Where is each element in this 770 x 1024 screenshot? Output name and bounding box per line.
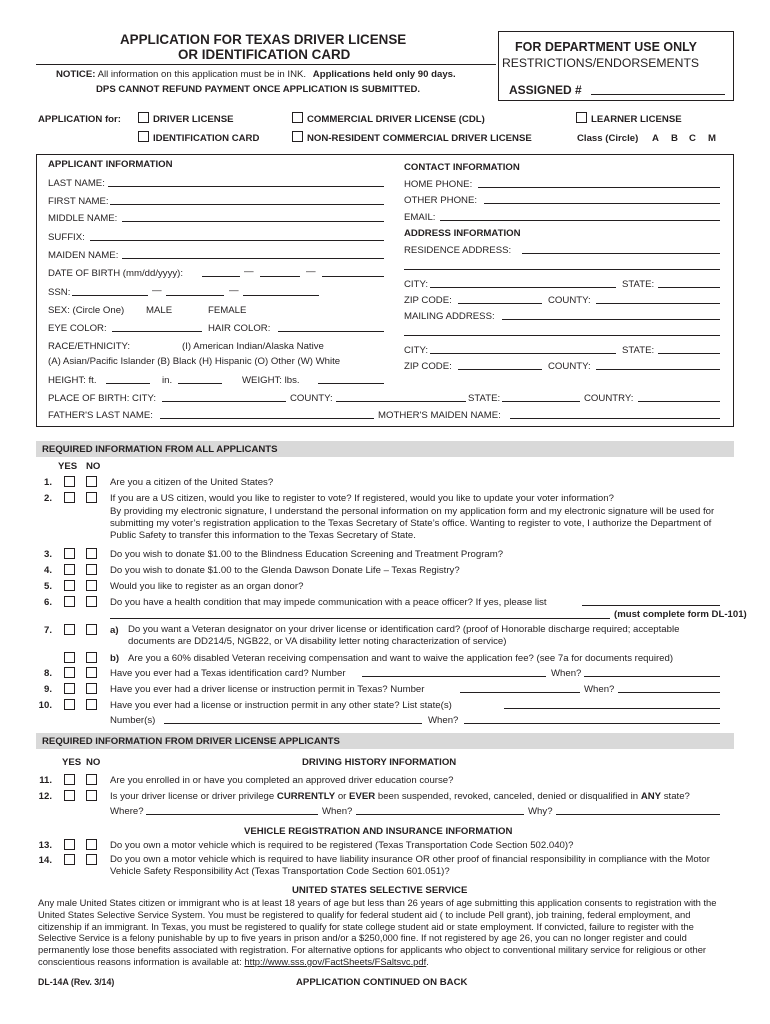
q9-no-checkbox[interactable] — [86, 683, 97, 694]
nonres-cdl-label: NON-RESIDENT COMMERCIAL DRIVER LICENSE — [307, 133, 532, 144]
class-m[interactable]: M — [708, 133, 716, 144]
class-a[interactable]: A — [652, 133, 659, 144]
q2-number: 2. — [43, 493, 52, 504]
q5-text: Would you like to register as an organ donor? — [110, 581, 304, 592]
q7b-label: b) — [110, 653, 120, 664]
q14-no-checkbox[interactable] — [86, 854, 97, 865]
q3-number: 3. — [43, 549, 52, 560]
department-use-box — [498, 31, 734, 101]
weight-input[interactable] — [318, 383, 384, 384]
q13-no-checkbox[interactable] — [86, 839, 97, 850]
sex-male[interactable]: MALE — [146, 305, 173, 316]
q1-number: 1. — [43, 477, 52, 488]
yes-header: YES — [58, 461, 78, 472]
last-name-input[interactable] — [108, 186, 384, 187]
notice-bold: Applications held only 90 days. — [312, 69, 456, 80]
mailing-label: MAILING ADDRESS: — [404, 311, 495, 322]
height-label: HEIGHT: ft. — [48, 375, 97, 386]
q12-text-g: state? — [661, 791, 690, 802]
q4-no-checkbox[interactable] — [86, 564, 97, 575]
race-options[interactable]: (A) Asian/Pacific Islander (B) Black (H) Hispanic (O) Other (W) White — [48, 356, 341, 367]
q7a-yes-checkbox[interactable] — [64, 624, 75, 635]
q12-when-input[interactable] — [356, 814, 524, 815]
race-option-i[interactable]: (I) American Indian/Alaska Native — [182, 341, 324, 352]
sex-female[interactable]: FEMALE — [208, 305, 247, 316]
height-in-input[interactable] — [178, 383, 222, 384]
q12-why-input[interactable] — [556, 814, 720, 815]
driver-license-label: DRIVER LICENSE — [153, 114, 234, 125]
q6-number: 6. — [43, 597, 52, 608]
q12-text-d: EVER — [349, 791, 376, 802]
q9-number: 9. — [43, 684, 52, 695]
q8-when-input[interactable] — [584, 676, 720, 677]
class-b[interactable]: B — [671, 133, 678, 144]
height-in-label: in. — [162, 375, 173, 386]
dob-dash-2: — — [306, 266, 316, 277]
q7a-label: a) — [110, 625, 119, 636]
q7-number: 7. — [43, 625, 52, 636]
q3-yes-checkbox[interactable] — [64, 548, 75, 559]
id-card-checkbox[interactable] — [138, 131, 149, 142]
q3-no-checkbox[interactable] — [86, 548, 97, 559]
hair-color-label: HAIR COLOR: — [208, 323, 271, 334]
dept-subtitle: RESTRICTIONS/ENDORSEMENTS — [502, 56, 700, 70]
middle-name-label: MIDDLE NAME: — [48, 213, 118, 224]
q12-text — [110, 791, 690, 802]
q12-text-a: Is your driver license or driver privilege — [110, 791, 277, 802]
q12-where-label: Where? — [110, 806, 144, 817]
learner-label: LEARNER LICENSE — [591, 114, 682, 125]
maiden-name-label: MAIDEN NAME: — [48, 250, 119, 261]
q8-number-input[interactable] — [362, 676, 546, 677]
q12-why-label: Why? — [528, 806, 553, 817]
pob-state-label: STATE: — [468, 393, 501, 404]
dob-year-input[interactable] — [322, 276, 384, 277]
form-id: DL-14A (Rev. 3/14) — [38, 977, 115, 987]
race-label: RACE/ETHNICITY: — [48, 341, 131, 352]
father-input[interactable] — [160, 418, 374, 419]
q12-no-checkbox[interactable] — [86, 790, 97, 801]
eye-color-label: EYE COLOR: — [48, 323, 107, 334]
q11-number: 11. — [39, 775, 52, 786]
q10-number: 10. — [38, 700, 52, 711]
pob-city-label: PLACE OF BIRTH: CITY: — [48, 393, 157, 404]
q14-number: 14. — [38, 855, 52, 866]
mail-state-input[interactable] — [658, 353, 720, 354]
ssn-part3-input[interactable] — [243, 295, 319, 296]
required-all-heading: REQUIRED INFORMATION FROM ALL APPLICANTS — [42, 444, 278, 455]
q7a-text: Do you want a Veteran designator on your driver license or identification card? (proof of Honorable discharge required; acceptable documents are DD214/5, NGB22, or VA disability letter noting characterization of service) — [128, 624, 680, 647]
mailing-input-line2[interactable] — [404, 335, 720, 336]
pob-city-input[interactable] — [162, 401, 286, 402]
class-c[interactable]: C — [689, 133, 696, 144]
mail-city-input[interactable] — [430, 353, 616, 354]
weight-label: WEIGHT: lbs. — [242, 375, 300, 386]
q13-yes-checkbox[interactable] — [64, 839, 75, 850]
res-state-label: STATE: — [622, 279, 655, 290]
vehicle-heading: VEHICLE REGISTRATION AND INSURANCE INFORMATION — [244, 826, 513, 837]
suffix-input[interactable] — [90, 240, 384, 241]
email-label: EMAIL: — [404, 212, 436, 223]
selective-text — [38, 897, 734, 968]
ssn-part1-input[interactable] — [72, 295, 148, 296]
dob-month-input[interactable] — [202, 276, 240, 277]
ssn-part2-input[interactable] — [166, 295, 224, 296]
q14-text: Do you own a motor vehicle which is required to have liability insurance OR other proof of financial responsibility in compliance with the Motor Vehicle Safety Responsibility Act (Texas Transportation Code Section 601.051)? — [110, 854, 710, 877]
driving-history-heading: DRIVING HISTORY INFORMATION — [302, 757, 457, 768]
q2-no-checkbox[interactable] — [86, 492, 97, 503]
q8-number: 8. — [43, 668, 52, 679]
ssn-dash-1: — — [152, 285, 162, 296]
q10-no-checkbox[interactable] — [86, 699, 97, 710]
q8-no-checkbox[interactable] — [86, 667, 97, 678]
suffix-label: SUFFIX: — [48, 232, 85, 243]
q11-yes-checkbox[interactable] — [64, 774, 75, 785]
dob-dash-1: — — [244, 266, 254, 277]
assigned-input[interactable] — [591, 94, 725, 95]
middle-name-input[interactable] — [122, 221, 384, 222]
home-phone-label: HOME PHONE: — [404, 179, 473, 190]
q1-text: Are you a citizen of the United States? — [110, 477, 274, 488]
q6-no-checkbox[interactable] — [86, 596, 97, 607]
dob-label: DATE OF BIRTH (mm/dd/yyyy): — [48, 268, 184, 279]
q6-list-input-line2[interactable] — [110, 618, 610, 619]
q9-when-input[interactable] — [618, 692, 720, 693]
mail-zip-label: ZIP CODE: — [404, 361, 452, 372]
contact-heading: CONTACT INFORMATION — [404, 162, 520, 173]
q10-yes-checkbox[interactable] — [64, 699, 75, 710]
driver-license-checkbox[interactable] — [138, 112, 149, 123]
residence-input[interactable] — [522, 253, 720, 254]
pob-county-label: COUNTY: — [290, 393, 333, 404]
mother-input[interactable] — [510, 418, 720, 419]
res-state-input[interactable] — [658, 287, 720, 288]
applicant-heading: APPLICANT INFORMATION — [48, 159, 173, 170]
q6-yes-checkbox[interactable] — [64, 596, 75, 607]
q5-no-checkbox[interactable] — [86, 580, 97, 591]
q7b-yes-checkbox[interactable] — [64, 652, 75, 663]
pob-country-input[interactable] — [638, 401, 720, 402]
q6-list-input[interactable] — [582, 605, 720, 606]
maiden-name-input[interactable] — [122, 258, 384, 259]
q12-where-input[interactable] — [146, 814, 318, 815]
q7b-no-checkbox[interactable] — [86, 652, 97, 663]
mail-zip-input[interactable] — [458, 369, 542, 370]
res-county-input[interactable] — [596, 303, 720, 304]
application-for-label: APPLICATION for: — [38, 114, 121, 125]
selective-heading: UNITED STATES SELECTIVE SERVICE — [292, 885, 468, 896]
q12-number: 12. — [38, 791, 52, 802]
pob-state-input[interactable] — [502, 401, 580, 402]
q12-yes-checkbox[interactable] — [64, 790, 75, 801]
residence-label: RESIDENCE ADDRESS: — [404, 245, 512, 256]
other-phone-input[interactable] — [484, 203, 720, 204]
ssn-dash-2: — — [229, 285, 239, 296]
ssn-label: SSN: — [48, 287, 71, 298]
selective-body: Any male United States citizen or immigrant who is at least 18 years of age but less than 26 years of age submitting this application consents to registration with the United States Selective Service System. You must be registered to qualify for federal student aid ( to include Pell grant), job training, federal employment, and citizenship if an immigrant. In Texas, you must be registered to qualify for state college student aid or state employment. If convicted, failure to register with the Selective Service is a felony punishable by up to five years in prison and/or a $250,000 fine. If not registered by age 26, you can no longer register and could permanently lose those benefits associated with registration. For alternative options for applicants who object to conventional military service for religious or other conscientious reasons information is available at: — [38, 897, 717, 967]
form-title-line2: OR IDENTIFICATION CARD — [178, 47, 351, 62]
other-phone-label: OTHER PHONE: — [404, 195, 478, 206]
q5-yes-checkbox[interactable] — [64, 580, 75, 591]
res-county-label: COUNTY: — [548, 295, 591, 306]
q7b-text: Are you a 60% disabled Veteran receiving compensation and want to waive the application fee? (see 7a for documents required) — [128, 653, 674, 664]
q11-no-checkbox[interactable] — [86, 774, 97, 785]
q13-text: Do you own a motor vehicle which is required to be registered (Texas Transportation Code Section 502.040)? — [110, 840, 574, 851]
mail-city-label: CITY: — [404, 345, 428, 356]
no-header: NO — [86, 461, 101, 472]
selective-link[interactable]: http://www.sss.gov/FactSheets/FSaltsvc.pdf — [244, 955, 427, 967]
learner-checkbox[interactable] — [576, 112, 587, 123]
address-heading: ADDRESS INFORMATION — [404, 228, 521, 239]
height-ft-input[interactable] — [106, 383, 150, 384]
q10-states-input[interactable] — [504, 708, 720, 709]
header-divider — [36, 64, 496, 65]
mother-label: MOTHER'S MAIDEN NAME: — [378, 410, 501, 421]
q4-yes-checkbox[interactable] — [64, 564, 75, 575]
form-title-line1: APPLICATION FOR TEXAS DRIVER LICENSE — [120, 32, 407, 47]
refund-notice: DPS CANNOT REFUND PAYMENT ONCE APPLICATION IS SUBMITTED. — [96, 84, 421, 95]
pob-country-label: COUNTRY: — [584, 393, 634, 404]
q11-text: Are you enrolled in or have you completed an approved driver education course? — [110, 775, 454, 786]
pob-county-input[interactable] — [336, 401, 466, 402]
q8-when-label: When? — [551, 668, 582, 679]
first-name-label: FIRST NAME: — [48, 196, 109, 207]
q6-note: (must complete form DL-101) — [614, 609, 747, 620]
q8-yes-checkbox[interactable] — [64, 667, 75, 678]
q6-text: Do you have a health condition that may impede communication with a peace officer? If yes, please list — [110, 597, 547, 608]
q4-number: 4. — [43, 565, 52, 576]
father-label: FATHER'S LAST NAME: — [48, 410, 153, 421]
res-city-label: CITY: — [404, 279, 428, 290]
q12-text-b: CURRENTLY — [276, 791, 336, 802]
notice-label: NOTICE: — [56, 69, 96, 80]
mail-state-label: STATE: — [622, 345, 655, 356]
q1-no-checkbox[interactable] — [86, 476, 97, 487]
q12-when-label: When? — [322, 806, 353, 817]
dl-yes-header: YES — [62, 757, 82, 768]
id-card-label: IDENTIFICATION CARD — [153, 133, 260, 144]
res-city-input[interactable] — [430, 287, 616, 288]
hair-color-input[interactable] — [278, 331, 384, 332]
dob-day-input[interactable] — [260, 276, 300, 277]
res-zip-input[interactable] — [458, 303, 542, 304]
q10-text: Have you ever had a license or instruction permit in any other state? List state(s) — [110, 700, 452, 711]
q10-when-label: When? — [428, 715, 459, 726]
notice — [56, 69, 456, 80]
q9-when-label: When? — [584, 684, 615, 695]
q4-text: Do you wish to donate $1.00 to the Glenda Dawson Donate Life – Texas Registry? — [110, 565, 460, 576]
nonres-cdl-checkbox[interactable] — [292, 131, 303, 142]
q10-when-input[interactable] — [464, 723, 720, 724]
selective-end: . — [426, 955, 429, 967]
q8-text: Have you ever had a Texas identification card? Number — [110, 668, 346, 679]
applicant-box — [36, 154, 734, 427]
mail-county-input[interactable] — [596, 369, 720, 370]
eye-color-input[interactable] — [112, 331, 202, 332]
q9-number-input[interactable] — [460, 692, 580, 693]
required-dl-heading: REQUIRED INFORMATION FROM DRIVER LICENSE APPLICANTS — [42, 736, 340, 747]
q12-text-f: ANY — [640, 791, 662, 802]
q12-text-c: or — [335, 791, 350, 802]
home-phone-input[interactable] — [478, 187, 720, 188]
email-input[interactable] — [440, 220, 720, 221]
residence-input-line2[interactable] — [404, 269, 720, 270]
q5-number: 5. — [43, 581, 52, 592]
class-label: Class (Circle) — [577, 133, 639, 144]
first-name-input[interactable] — [110, 204, 384, 205]
mail-county-label: COUNTY: — [548, 361, 591, 372]
res-zip-label: ZIP CODE: — [404, 295, 452, 306]
q10-numbers-input[interactable] — [164, 723, 422, 724]
q14-yes-checkbox[interactable] — [64, 854, 75, 865]
q2-yes-checkbox[interactable] — [64, 492, 75, 503]
continued-on-back: APPLICATION CONTINUED ON BACK — [296, 977, 468, 988]
q1-yes-checkbox[interactable] — [64, 476, 75, 487]
q13-number: 13. — [38, 840, 52, 851]
dl-no-header: NO — [86, 757, 101, 768]
q10-numbers-label: Number(s) — [110, 715, 156, 726]
sex-label: SEX: (Circle One) — [48, 305, 125, 316]
cdl-checkbox[interactable] — [292, 112, 303, 123]
q9-text: Have you ever had a driver license or instruction permit in Texas? Number — [110, 684, 425, 695]
notice-text: All information on this application must be in INK. — [97, 69, 307, 80]
last-name-label: LAST NAME: — [48, 178, 105, 189]
q7a-no-checkbox[interactable] — [86, 624, 97, 635]
q9-yes-checkbox[interactable] — [64, 683, 75, 694]
q12-text-e: been suspended, revoked, canceled, denied or disqualified in — [375, 791, 641, 802]
q3-text: Do you wish to donate $1.00 to the Blindness Education Screening and Treatment Program? — [110, 549, 504, 560]
cdl-label: COMMERCIAL DRIVER LICENSE (CDL) — [307, 114, 485, 125]
q2-text: If you are a US citizen, would you like to register to vote? If registered, would you like to update your voter information? — [110, 493, 614, 504]
dept-title: FOR DEPARTMENT USE ONLY — [515, 40, 697, 54]
mailing-input[interactable] — [502, 319, 720, 320]
q2-paragraph: By providing my electronic signature, I understand the personal information on my application form and my electronic signature will be used for submitting my voter’s registration application to the Texas Secretary of State’s office. Wanting to register to vote, I authorize the Department of Public Safety to transfer this information to the Texas Secretary of State. — [110, 506, 715, 541]
assigned-label: ASSIGNED # — [509, 83, 582, 97]
